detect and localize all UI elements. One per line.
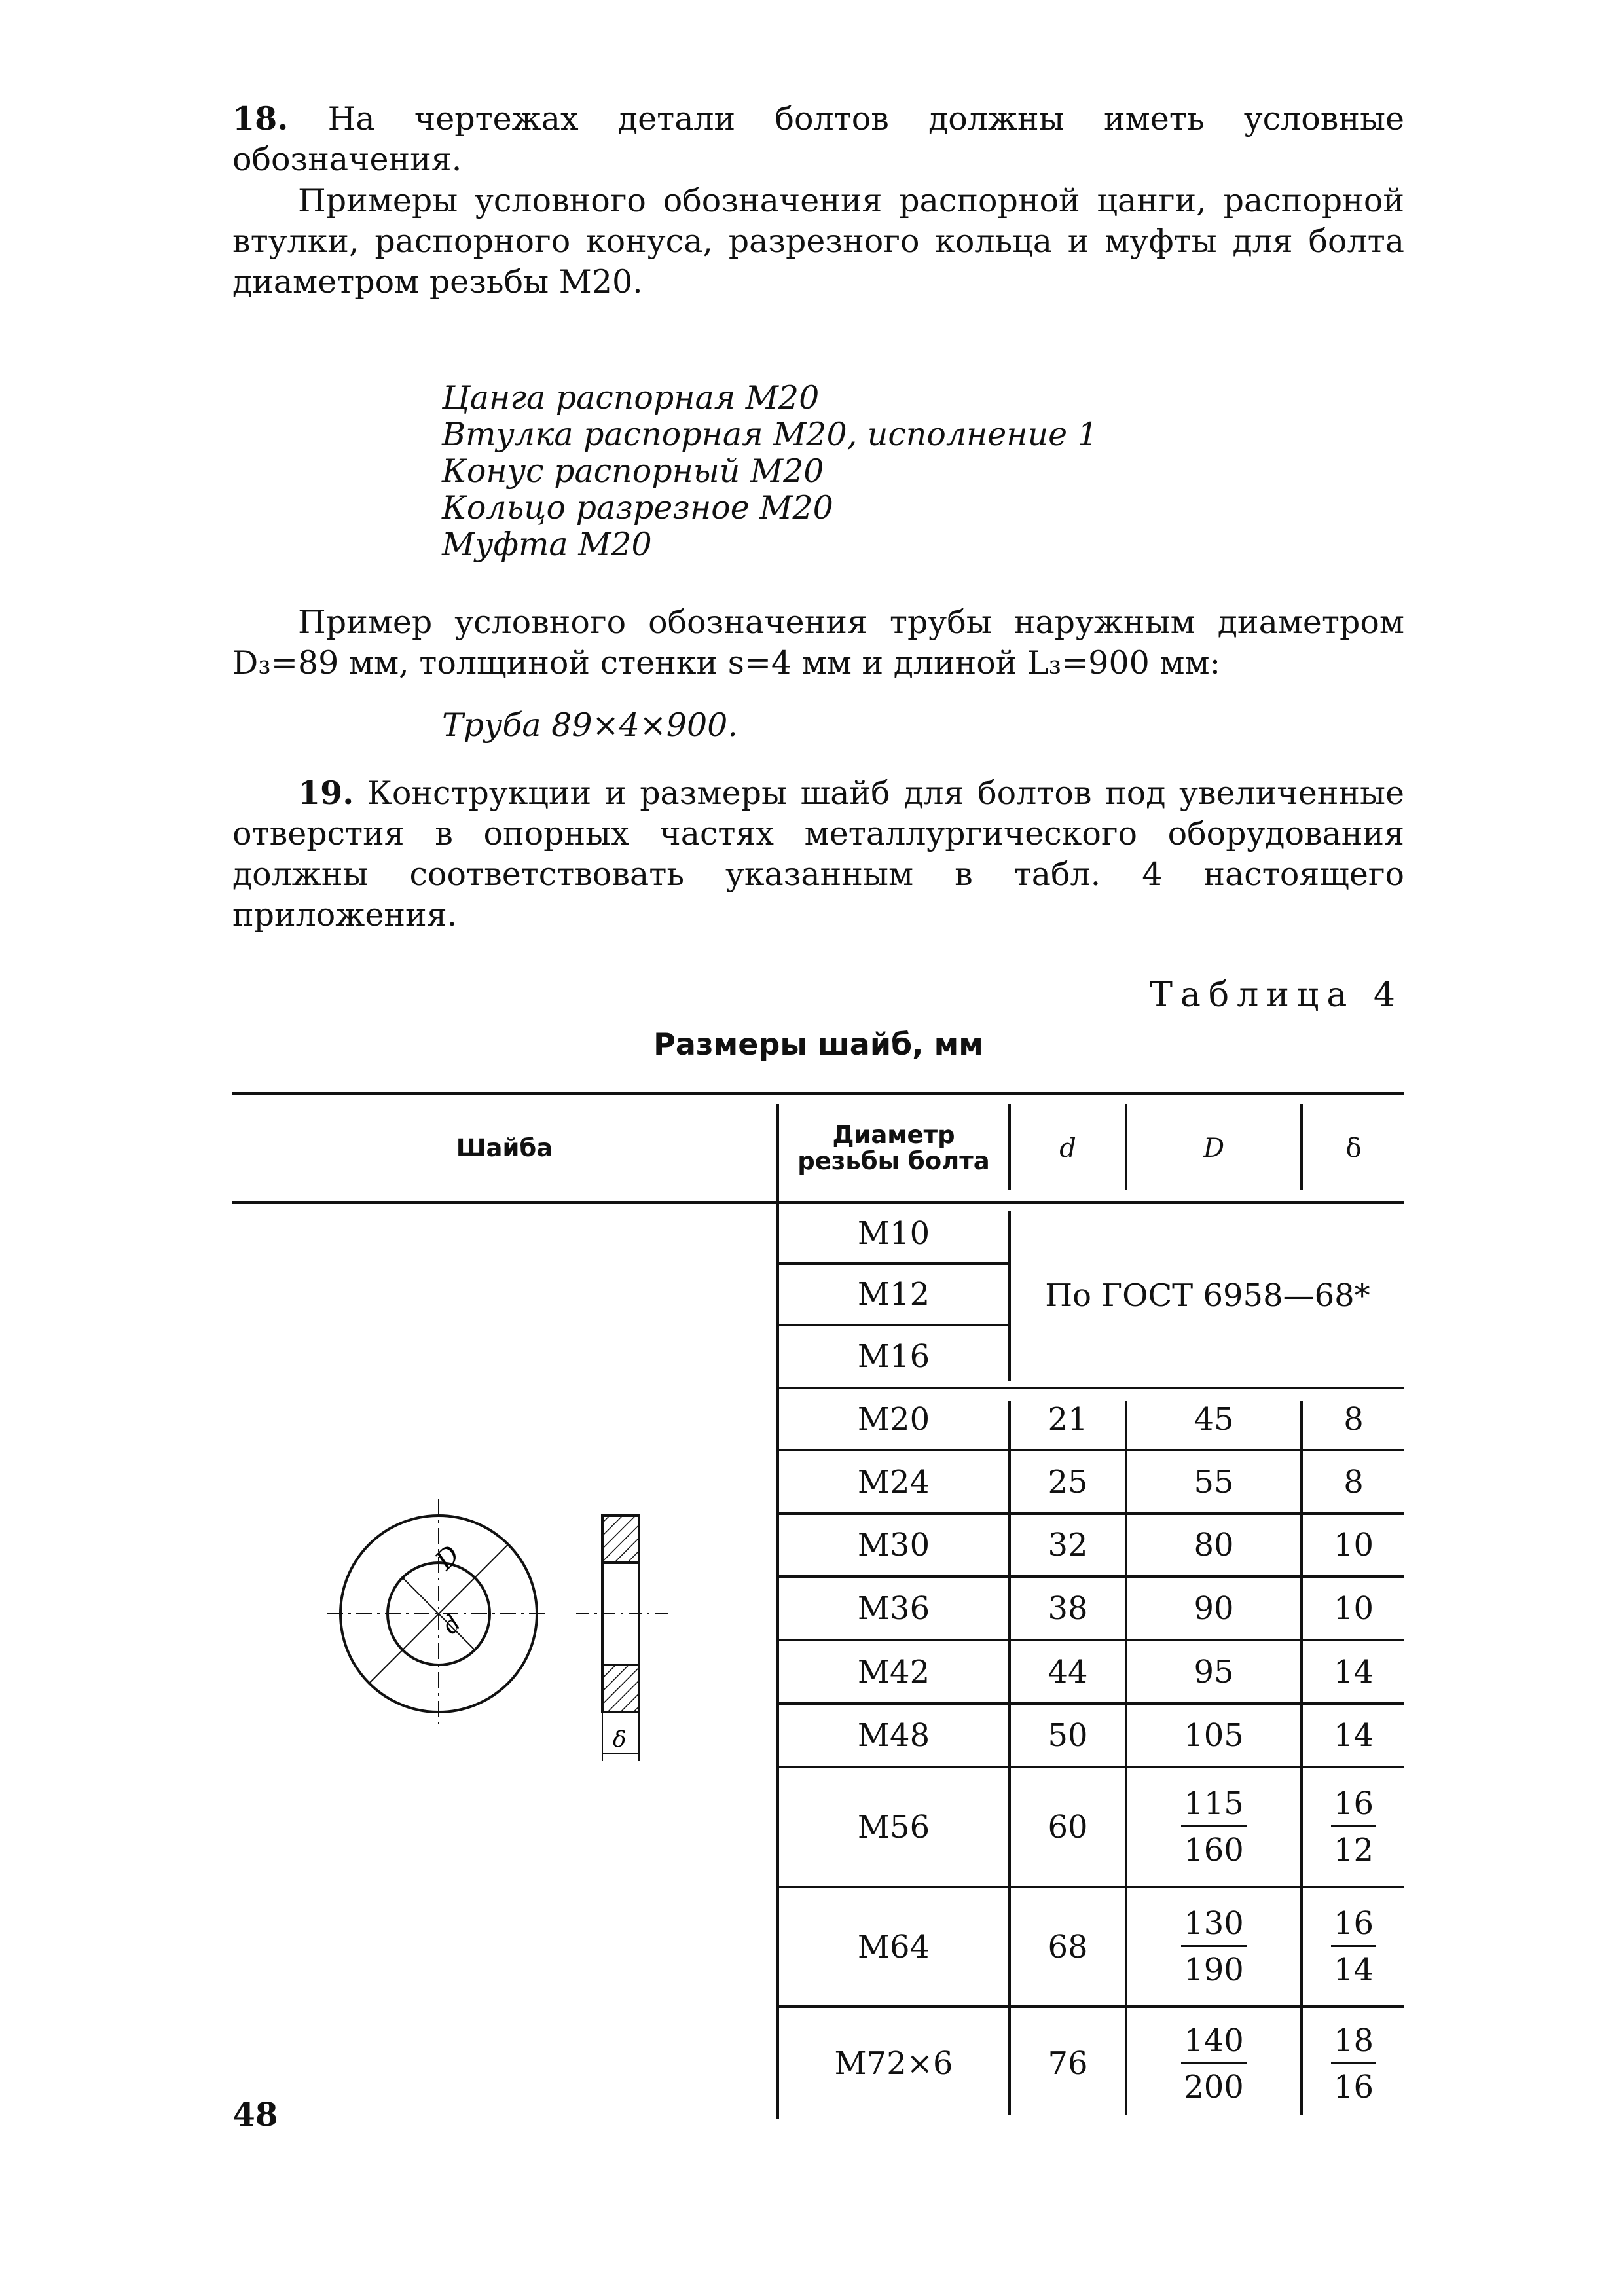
gost-note: По ГОСТ 6958—68*	[1045, 1277, 1370, 1314]
header-washer: Шайба	[456, 1133, 553, 1162]
delta-cell: 14	[1333, 1653, 1374, 1690]
D-top: 130	[1181, 1904, 1247, 1947]
D-cell: 55	[1194, 1463, 1234, 1501]
thread-cell: М72×6	[834, 2045, 953, 2082]
section-hatch-bottom	[602, 1665, 639, 1712]
delta-cell: 8	[1343, 1463, 1364, 1501]
header-D: D	[1203, 1133, 1225, 1163]
thread-cell: М56	[857, 1808, 930, 1846]
header-d: d	[1059, 1133, 1076, 1163]
header-delta: δ	[1345, 1133, 1362, 1163]
designation-item: Цанга распорная М20	[442, 379, 820, 416]
section-19-number: 19.	[298, 774, 354, 812]
label-delta: δ	[613, 1726, 627, 1753]
section-18-paragraph	[232, 98, 1404, 180]
D-cell	[1127, 1768, 1300, 1886]
thread-cell: М48	[857, 1717, 930, 1754]
thread-cell: М64	[857, 1928, 930, 1965]
d-cell: 25	[1048, 1463, 1088, 1501]
delta-cell: 8	[1343, 1400, 1364, 1438]
delta-bottom: 12	[1333, 1832, 1374, 1868]
page-number: 48	[232, 2095, 278, 2134]
pipe-intro: Пример условного обозначения трубы наружным диаметром D₃=89 мм, толщиной стенки s=4 мм и длиной L₃=900 мм:	[232, 604, 1404, 682]
delta-cell	[1303, 1888, 1404, 2005]
D-cell: 45	[1194, 1400, 1234, 1438]
section-19-paragraph	[232, 773, 1404, 936]
delta-top: 16	[1331, 1904, 1376, 1947]
thread-cell: М16	[857, 1338, 930, 1375]
washer-plan-view	[327, 1499, 550, 1728]
examples-intro: Примеры условного обозначения распорной цанги, распорной втулки, распорного конуса, разрезного кольца и муфты для болта диаметром резьбы М20.	[232, 182, 1404, 301]
d-cell: 32	[1048, 1527, 1088, 1563]
delta-cell: 10	[1333, 1527, 1374, 1563]
thread-cell: М12	[857, 1276, 930, 1313]
delta-bottom: 14	[1333, 1952, 1374, 1988]
thread-cell: М36	[857, 1590, 930, 1627]
thread-cell: М10	[857, 1214, 930, 1252]
D-cell: 105	[1184, 1717, 1244, 1754]
D-cell: 95	[1194, 1653, 1234, 1690]
thread-cell: М24	[857, 1463, 930, 1501]
delta-top: 18	[1331, 2022, 1376, 2064]
thread-cell: М42	[857, 1653, 930, 1690]
label-D: D	[429, 1539, 466, 1576]
d-cell: 60	[1048, 1808, 1088, 1846]
delta-top: 16	[1331, 1785, 1376, 1827]
d-cell: 50	[1048, 1717, 1088, 1754]
D-bottom: 200	[1184, 2068, 1244, 2105]
d-cell: 76	[1048, 2045, 1088, 2082]
section-hatch-top	[602, 1516, 639, 1563]
D-bottom: 190	[1184, 1952, 1244, 1988]
header-thread: Диаметр резьбы болта	[797, 1120, 990, 1175]
delta-bottom: 16	[1333, 2068, 1374, 2105]
delta-cell	[1303, 2008, 1404, 2119]
washer-section-view	[576, 1516, 668, 1761]
designation-item: Конус распорный М20	[442, 452, 824, 490]
section-18-number: 18.	[232, 100, 289, 137]
D-cell: 80	[1194, 1527, 1234, 1563]
table-title: Размеры шайб, мм	[653, 1027, 983, 1062]
d-cell: 21	[1048, 1400, 1088, 1438]
d-cell: 44	[1048, 1653, 1088, 1690]
delta-cell	[1303, 1768, 1404, 1886]
D-bottom: 160	[1184, 1832, 1244, 1868]
d-cell: 38	[1048, 1590, 1088, 1627]
delta-cell: 14	[1333, 1717, 1374, 1754]
thread-cell: М20	[857, 1400, 930, 1438]
D-top: 115	[1181, 1785, 1247, 1827]
thread-cell: М30	[857, 1527, 930, 1563]
delta-cell: 10	[1333, 1590, 1374, 1627]
washer-drawing	[321, 1480, 687, 1794]
D-top: 140	[1181, 2022, 1247, 2064]
d-cell: 68	[1048, 1928, 1088, 1965]
D-cell	[1127, 1888, 1300, 2005]
table-number: Таблица 4	[1150, 975, 1403, 1015]
section-19-text: Конструкции и размеры шайб для болтов под увеличенные отверстия в опорных частях металлургического оборудования должны соответствовать указанным в табл. 4 настоящего приложения.	[232, 774, 1405, 934]
D-cell: 90	[1194, 1590, 1234, 1627]
section-18-text: На чертежах детали болтов должны иметь условные обозначения.	[232, 100, 1404, 178]
label-d: d	[437, 1610, 467, 1640]
D-cell	[1127, 2008, 1300, 2119]
pipe-designation: Труба 89×4×900.	[442, 706, 738, 744]
designation-item: Кольцо разрезное М20	[442, 489, 833, 526]
designation-item: Втулка распорная М20, исполнение 1	[442, 416, 1098, 453]
designation-item: Муфта М20	[442, 526, 652, 563]
